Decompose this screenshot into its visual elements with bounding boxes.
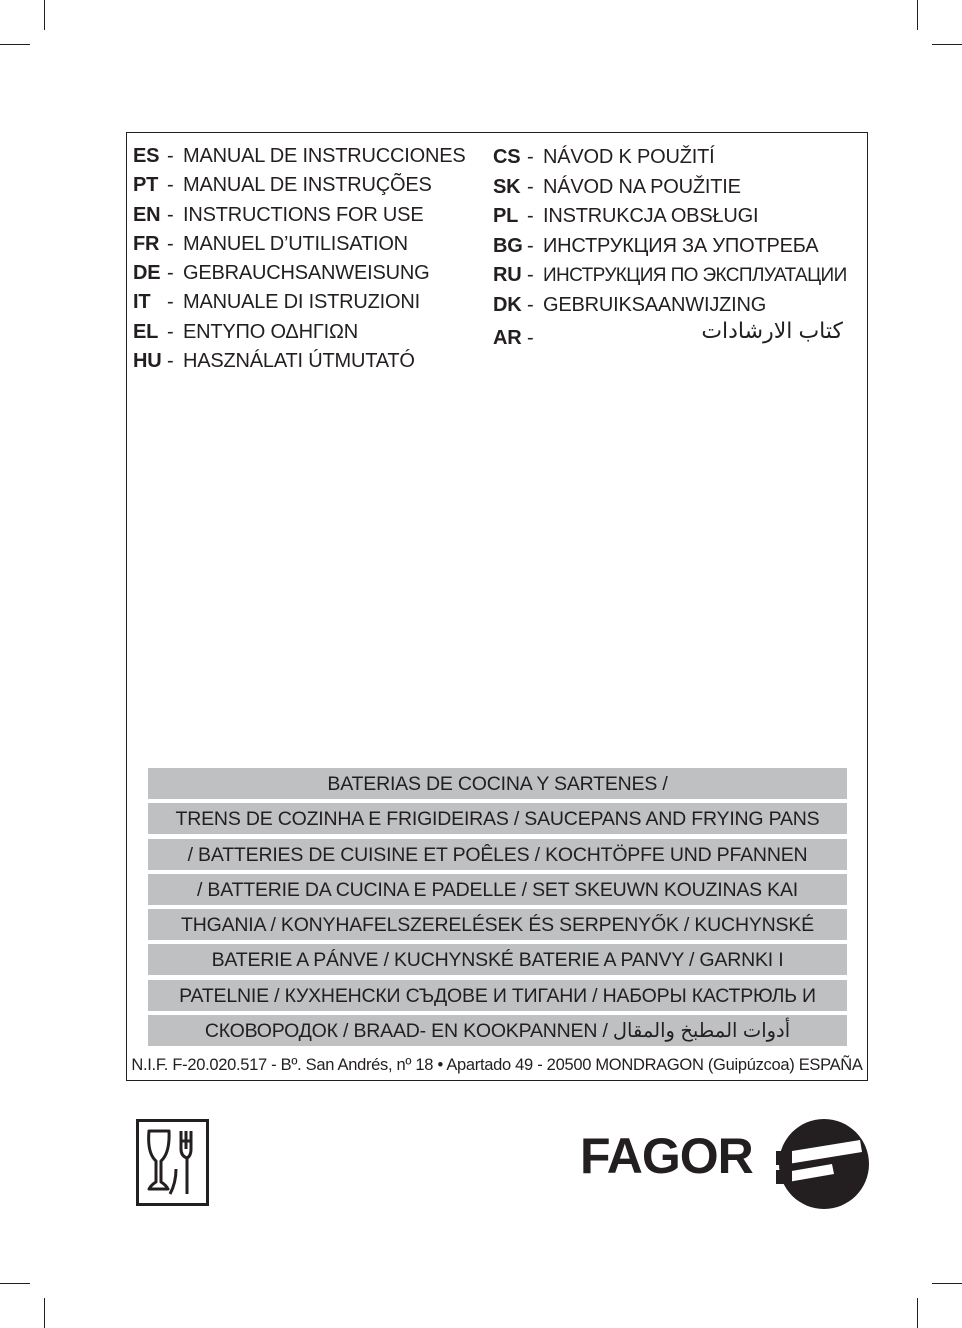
language-title: INSTRUKCJA OBSŁUGI	[543, 205, 759, 228]
product-description-band	[148, 768, 847, 1050]
language-title: NÁVOD NA POUŽITIE	[543, 175, 741, 198]
language-code: HU	[133, 350, 162, 373]
language-title: MANUEL D’UTILISATION	[183, 232, 408, 255]
language-title: GEBRUIKSAANWIJZING	[543, 293, 767, 316]
language-title: ИНСТРУКЦИЯ ЗА УПОТРЕБА	[543, 234, 819, 257]
language-title: NÁVOD K POUŽITÍ	[543, 146, 715, 168]
separator: -	[167, 320, 174, 343]
language-code: IT	[133, 291, 151, 314]
language-code: SK	[493, 175, 521, 198]
crop-mark	[0, 44, 30, 45]
crop-mark	[917, 1298, 918, 1328]
language-title: HASZNÁLATI ÚTMUTATÓ	[183, 350, 415, 373]
separator: -	[167, 203, 174, 226]
language-list-left	[133, 145, 483, 379]
crop-mark	[932, 44, 962, 45]
language-code: RU	[493, 264, 522, 287]
crop-mark	[44, 1298, 45, 1328]
crop-mark	[932, 1283, 962, 1284]
language-code: ES	[133, 145, 160, 167]
crop-mark	[0, 1283, 30, 1284]
language-title: كتاب الارشادات	[701, 317, 843, 343]
language-row	[133, 350, 483, 379]
language-code: EN	[133, 203, 161, 226]
separator: -	[527, 175, 534, 198]
cover-frame	[126, 132, 868, 1081]
language-title: MANUAL DE INSTRUÇÕES	[183, 174, 432, 197]
language-title: MANUALE DI ISTRUZIONI	[183, 291, 420, 314]
language-code: EL	[133, 320, 159, 343]
fagor-emblem-icon	[776, 1118, 872, 1210]
separator: -	[167, 350, 174, 373]
product-line: PATELNIE / КУХНЕНСКИ СЪДОВЕ И ТИГАНИ / НАБОРЫ КАСТРЮЛЬ И	[148, 980, 847, 1011]
language-row	[133, 174, 483, 203]
crop-mark	[917, 0, 918, 30]
language-row	[493, 235, 863, 265]
separator: -	[167, 262, 174, 285]
crop-mark	[44, 0, 45, 30]
separator: -	[527, 264, 534, 287]
product-line: THGANIA / KONYHAFELSZERELÉSEK ÉS SERPENYŐK / KUCHYNSKÉ	[148, 909, 847, 940]
fagor-logo	[580, 1118, 875, 1210]
separator: -	[527, 146, 534, 168]
separator: -	[527, 326, 534, 349]
language-title: ИНСТРУКЦИЯ ПО ЭКСПЛУАТАЦИИ	[543, 265, 847, 287]
language-code: DE	[133, 262, 161, 285]
language-code: PT	[133, 174, 159, 197]
language-row	[133, 291, 483, 320]
language-row	[493, 317, 863, 354]
separator: -	[527, 205, 534, 228]
separator: -	[167, 145, 174, 167]
language-list-right	[493, 146, 863, 353]
language-code: AR	[493, 326, 522, 349]
separator: -	[167, 174, 174, 197]
product-line: BATERIAS DE COCINA Y SARTENES /	[148, 768, 847, 799]
product-line: BATERIE A PÁNVE / KUCHYNSKÉ BATERIE A PANVY / GARNKI I	[148, 944, 847, 975]
language-row	[133, 321, 483, 350]
separator: -	[527, 234, 534, 257]
language-title: MANUAL DE INSTRUCCIONES	[183, 145, 466, 167]
product-line: СКОВОРОДОК / BRAAD- EN KOOKPANNEN / أدوات المطبخ والمقال	[148, 1015, 847, 1046]
product-line: / BATTERIES DE CUISINE ET POÊLES / KOCHTÖPFE UND PFANNEN	[148, 839, 847, 870]
language-row	[493, 264, 863, 294]
food-safe-icon	[136, 1119, 209, 1206]
language-title: INSTRUCTIONS FOR USE	[183, 203, 424, 226]
separator: -	[527, 293, 534, 316]
language-row	[493, 205, 863, 235]
language-title: ΕΝΤΥΠΟ ΟΔΗΓΙΩΝ	[183, 320, 359, 343]
language-code: DK	[493, 293, 522, 316]
product-line: / BATTERIE DA CUCINA E PADELLE / SET SKEUWN KOUZINAS KAI	[148, 874, 847, 905]
language-title: GEBRAUCHSANWEISUNG	[183, 262, 430, 285]
language-row	[493, 176, 863, 206]
language-code: CS	[493, 146, 521, 168]
language-row	[133, 145, 483, 174]
language-row	[133, 233, 483, 262]
language-code: BG	[493, 234, 523, 257]
separator: -	[167, 232, 174, 255]
product-line: TRENS DE COZINHA E FRIGIDEIRAS / SAUCEPANS AND FRYING PANS	[148, 803, 847, 834]
language-code: FR	[133, 232, 160, 255]
language-code: PL	[493, 205, 519, 228]
language-row	[133, 262, 483, 291]
separator: -	[167, 291, 174, 314]
language-row	[133, 204, 483, 233]
brand-name: FAGOR	[580, 1128, 753, 1184]
company-address: N.I.F. F-20.020.517 - Bº. San Andrés, nº 18 • Apartado 49 - 20500 MONDRAGON (Guipúzcoa) ESPAÑA	[131, 1056, 863, 1074]
language-row	[493, 146, 863, 176]
